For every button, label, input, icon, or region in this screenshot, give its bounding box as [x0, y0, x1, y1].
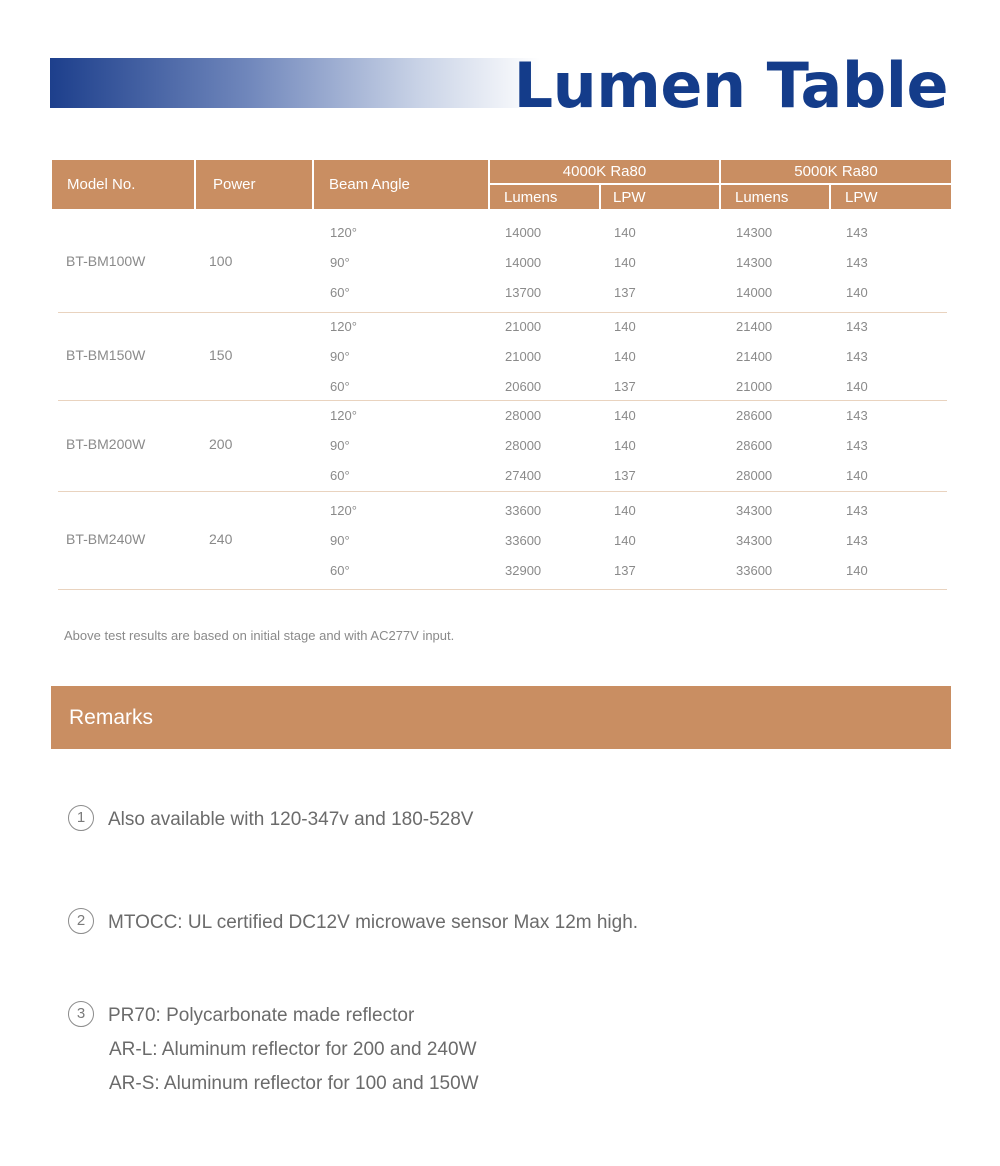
cell-p2: 143 [846, 408, 868, 423]
cell-beam: 120° [330, 503, 357, 518]
cell-p1: 140 [614, 255, 636, 270]
cell-p2: 143 [846, 255, 868, 270]
cell-p2: 143 [846, 438, 868, 453]
cell-p1: 140 [614, 503, 636, 518]
row-separator [58, 400, 947, 401]
row-separator [58, 312, 947, 313]
cell-p1: 140 [614, 349, 636, 364]
cell-p1: 140 [614, 533, 636, 548]
cell-l1: 21000 [505, 319, 542, 334]
cell-p1: 140 [614, 408, 636, 423]
cell-p1: 140 [614, 438, 636, 453]
remark-item-1 [68, 807, 473, 833]
cell-power: 240 [209, 531, 233, 547]
remark-text: PR70: Polycarbonate made reflector [108, 1005, 415, 1027]
row-separator [58, 589, 947, 590]
cell-p2: 143 [846, 349, 868, 364]
cell-p2: 140 [846, 563, 868, 578]
header-power: Power [196, 160, 312, 209]
cell-model: BT-BM100W [66, 253, 146, 269]
remark-number-1: 1 [68, 805, 94, 831]
remarks-title: Remarks [69, 705, 154, 729]
cell-model: BT-BM240W [66, 531, 146, 547]
remark-item-2 [68, 910, 638, 936]
remark-number-2: 2 [68, 908, 94, 934]
cell-p2: 140 [846, 285, 868, 300]
remark-text: MTOCC: UL certified DC12V microwave sensor Max 12m high. [108, 912, 639, 934]
cell-p1: 137 [614, 379, 636, 394]
header-lpw-5000k: LPW [831, 185, 951, 209]
cell-p1: 137 [614, 563, 636, 578]
cell-beam: 120° [330, 225, 357, 240]
cell-power: 100 [209, 253, 233, 269]
cell-beam: 60° [330, 379, 350, 394]
cell-p2: 143 [846, 503, 868, 518]
remark-text: Also available with 120-347v and 180-528V [108, 809, 474, 831]
cell-l1: 32900 [505, 563, 542, 578]
test-note: Above test results are based on initial stage and with AC277V input. [64, 628, 455, 643]
page-title: Lumen Table [513, 49, 948, 122]
cell-beam: 60° [330, 285, 350, 300]
cell-l1: 20600 [505, 379, 542, 394]
cell-l1: 28000 [505, 408, 542, 423]
cell-p2: 143 [846, 225, 868, 240]
remarks-header [51, 686, 951, 749]
cell-power: 200 [209, 436, 233, 452]
remark-text: AR-L: Aluminum reflector for 200 and 240W [109, 1039, 477, 1060]
cell-l1: 28000 [505, 438, 542, 453]
cell-l2: 21000 [736, 379, 773, 394]
remark-text: AR-S: Aluminum reflector for 100 and 150W [109, 1073, 479, 1094]
cell-l2: 21400 [736, 349, 773, 364]
cell-beam: 90° [330, 349, 350, 364]
remark-number-3: 3 [68, 1001, 94, 1027]
header-group-4000k: 4000K Ra80 [490, 160, 719, 183]
cell-beam: 90° [330, 533, 350, 548]
header-lumens-4000k: Lumens [490, 185, 599, 209]
cell-p1: 137 [614, 285, 636, 300]
cell-l2: 21400 [736, 319, 773, 334]
cell-p1: 140 [614, 319, 636, 334]
cell-power: 150 [209, 347, 233, 363]
remark-item-3 [68, 1003, 414, 1029]
cell-l2: 14300 [736, 255, 773, 270]
cell-model: BT-BM200W [66, 436, 146, 452]
cell-l2: 34300 [736, 503, 773, 518]
cell-l1: 14000 [505, 255, 542, 270]
cell-p2: 140 [846, 379, 868, 394]
cell-beam: 60° [330, 563, 350, 578]
cell-p2: 143 [846, 533, 868, 548]
cell-beam: 90° [330, 255, 350, 270]
cell-l1: 13700 [505, 285, 542, 300]
cell-l2: 33600 [736, 563, 773, 578]
header-beam-angle: Beam Angle [314, 160, 488, 209]
cell-l2: 14300 [736, 225, 773, 240]
cell-l1: 33600 [505, 533, 542, 548]
row-separator [58, 491, 947, 492]
cell-p2: 140 [846, 468, 868, 483]
header-group-5000k: 5000K Ra80 [721, 160, 951, 183]
cell-beam: 90° [330, 438, 350, 453]
cell-l2: 14000 [736, 285, 773, 300]
cell-l1: 21000 [505, 349, 542, 364]
cell-l2: 28600 [736, 438, 773, 453]
title-gradient-band [50, 58, 540, 108]
cell-beam: 60° [330, 468, 350, 483]
header-lumens-5000k: Lumens [721, 185, 829, 209]
cell-l1: 14000 [505, 225, 542, 240]
header-model: Model No. [52, 160, 194, 209]
cell-beam: 120° [330, 319, 357, 334]
cell-p2: 143 [846, 319, 868, 334]
header-lpw-4000k: LPW [601, 185, 719, 209]
cell-p1: 137 [614, 468, 636, 483]
cell-p1: 140 [614, 225, 636, 240]
cell-l1: 33600 [505, 503, 542, 518]
cell-model: BT-BM150W [66, 347, 146, 363]
cell-l2: 28600 [736, 408, 773, 423]
cell-l1: 27400 [505, 468, 542, 483]
cell-l2: 28000 [736, 468, 773, 483]
cell-l2: 34300 [736, 533, 773, 548]
cell-beam: 120° [330, 408, 357, 423]
